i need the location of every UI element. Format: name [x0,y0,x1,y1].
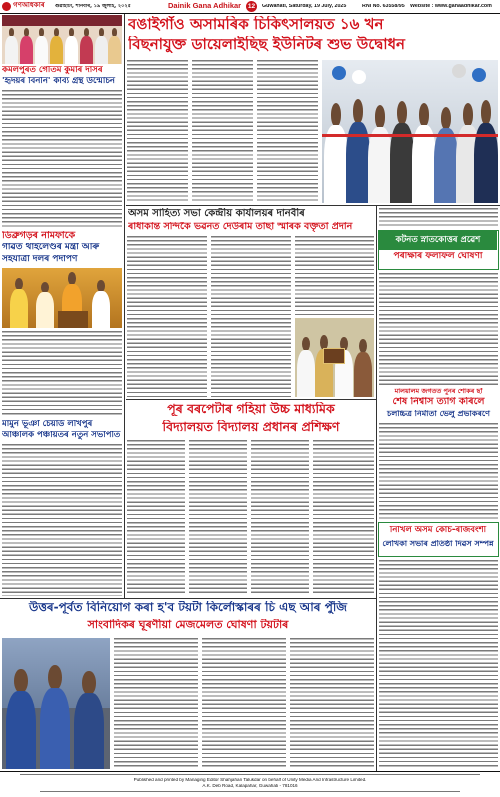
person-figure [315,335,333,397]
sahitya-headline-line2: ৰাধাকান্ত সন্দিকৈ ভৱনত দেউৰাম তাছা স্মাৰক বক্তৃতা প্ৰদান [128,222,353,232]
koch-headline-line1: নিখিল অসম কোচ-ৰাজবংশী [389,526,487,535]
person-figure [20,28,33,64]
person-figure [434,107,458,203]
masthead-divider [0,13,500,14]
masthead-date-english: Guwahati, Saturday, 19 July, 2025 [262,3,347,9]
person-figure [324,103,348,203]
column-rule [124,14,125,598]
film-headline-line2: চলচ্চিত্ৰ নিৰ্মাতা ভেলু প্ৰভাকৰণে [387,410,490,418]
toyota-body-text [290,638,374,769]
rni-number: RNI No. 63558/95 [362,3,405,9]
sahitya-body-text [127,236,207,397]
column-rule [376,206,377,771]
paper-name: Dainik Gana Adhikar [168,2,242,10]
person-figure [35,28,48,64]
section-divider [126,205,500,206]
cotton-headline-line2: পৰীক্ষাৰ ফলাফল ঘোষণা [393,252,483,261]
footer-text-line [20,774,480,775]
lead-body-text [257,60,318,203]
section-divider [0,598,376,599]
dibrugarh-headline-line3: সহযাত্ৰী দলৰ পদাৰ্পণ [2,255,78,264]
toyota-body-text [202,638,286,769]
panchayat-headline-line2: আঞ্চলিক পঞ্চায়তৰ নতুন সভাপতি [2,431,121,440]
person-figure [108,28,121,64]
film-body-text [379,423,498,519]
masthead [0,0,500,13]
person-figure [6,669,36,769]
dibrugarh-headline-line1: ডিব্ৰুগড়ৰ নামফাকে [2,231,76,241]
podium [58,311,88,328]
person-figure [474,100,498,203]
barpeta-body-text [251,440,309,596]
person-figure [354,339,372,397]
person-figure [74,671,104,769]
photo-dialysis-unit-inauguration [322,60,498,203]
balloon [472,68,486,82]
koch-body-text [379,560,498,769]
barpeta-headline-line2: বিদ্যালয়ত বিদ্যালয় প্ৰধানৰ প্ৰশিক্ষণ [162,420,340,434]
footer-text-line [40,791,460,792]
section-divider [126,399,376,400]
person-figure [297,337,315,397]
person-figure [5,28,18,64]
footer-imprint-line2: A.K. Deb Road, Kalapahar, Guwahati - 781016 [202,784,298,788]
footer-imprint-line1: Published and printed by Managing Editor Shahjahan Talukdar on behalf of Unity Media And Infrastructure Limited. [133,778,367,782]
masthead-date-assamese: গুৱাহাটী, শনিবাৰ, ১৯ জুলাই, ২০২৫ [55,3,131,9]
toyota-headline-line2: সাংবাদিকৰ ঘূৰণীয়া মেজমেলত ঘোষণা টয়টাৰ [87,619,289,631]
barpeta-headline-line1: পূৰ বৰপেটাৰ গহিয়া উচ্চ মাধ্যমিক [167,402,335,416]
footer-divider [0,771,500,772]
masthead-logo-text: গণঅধিকাৰ [13,2,45,9]
kamalpur-headline-line1: কমলপুৰত গৌতম কুমাৰ দাসৰ [2,66,103,75]
panchayat-body-text [2,444,122,596]
photo-memorial-lecture [295,318,374,397]
balloon [452,64,466,78]
person-figure [412,103,436,203]
sahitya-body-text [295,236,374,315]
kamalpur-body-text [2,90,122,228]
logo-icon [2,2,11,11]
lead-body-text [192,60,253,203]
dibrugarh-headline-line2: গাঁৱত থাইলেণ্ডৰ মন্ত্ৰী আৰু [2,243,100,252]
barpeta-body-text [127,440,185,596]
person-figure [65,28,78,64]
toyota-body-text [114,638,198,769]
koch-headline-line2: লেখিকা সভাৰ প্ৰতিষ্ঠা দিৱস সম্পন্ন [382,540,494,548]
dibrugarh-body-text [2,331,122,417]
balloon [352,70,366,84]
person-figure [368,105,392,203]
website-text: Website : www.ganaadhikar.com [410,3,492,9]
person-figure [346,99,370,203]
barpeta-body-text [313,440,374,596]
person-figure [92,280,110,328]
person-figure [10,278,28,328]
ribbon [322,134,498,137]
toyota-headline-line1: উত্তৰ-পূৰ্বত বিনিয়োগ কৰা হ'ব টয়টা কিৰ্লোস্কাৰৰ চি এছ আৰ পুঁজি [28,601,348,614]
person-figure [335,337,353,397]
koch-headline-box [378,522,499,557]
balloon [332,66,346,80]
lead-headline-line2: বিছনাযুক্ত ডায়েলাইছিছ ইউনিটৰ শুভ উদ্বোধন [128,36,405,53]
film-headline-line1: শেষ নিশ্বাস ত্যাগ কৰিলে [392,397,485,407]
cotton-body-text [379,273,498,385]
photo-toyota-factory [2,638,110,769]
person-figure [95,28,108,64]
lead-headline-line1: বঙাইগাঁও অসামৰিক চিকিৎসালয়ত ১৬ খন [128,16,384,33]
plaque [323,348,345,364]
right-body-text [379,208,498,228]
film-kicker: মালয়ালম জগতত পুনৰ শোকৰ ছাঁ [394,388,483,395]
cotton-headline-line1: কটনত স্নাতকোত্তৰ প্ৰৱেশ [379,231,497,250]
photo-kamalpur-book-release [2,15,122,64]
person-figure [36,282,54,328]
kamalpur-headline-line2: 'হৃদয়ৰ বিননি' কাব্য গ্ৰন্থ উন্মোচন [2,77,115,86]
person-figure [390,101,414,203]
barpeta-body-text [189,440,247,596]
panchayat-headline-line1: মামুন ভূঞা চেয়াৰ্ড লখিপুৰ [2,420,93,429]
person-figure [80,28,93,64]
sahitya-headline-line1: অসম সাহিত্য সভা কেন্দ্ৰীয় কাৰ্যালয়ৰ দানবীৰ [128,208,305,219]
person-figure [40,665,70,769]
photo-dibrugarh-visit [2,268,122,328]
lead-body-text [127,60,188,203]
person-figure [50,28,63,64]
page-number-badge: 12 [247,3,256,10]
cotton-headline-box [378,230,499,270]
sahitya-body-text [211,236,291,397]
